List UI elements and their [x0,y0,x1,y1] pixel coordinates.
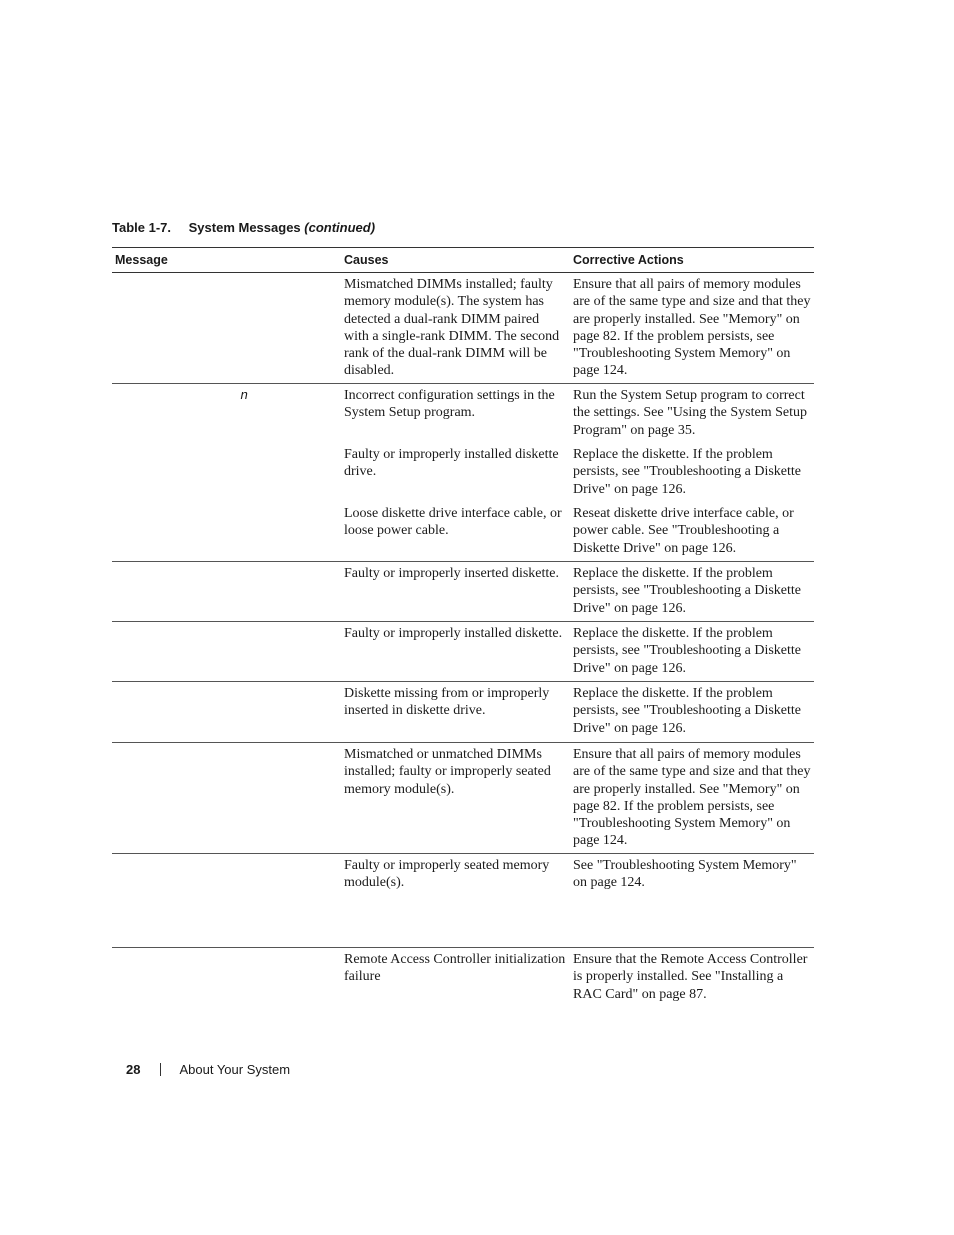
action-cell: Replace the diskette. If the problem persists, see "Troubleshooting a Diskette Drive" on page 126. [573,447,802,497]
table-row-group [112,948,814,1011]
table-row [112,625,814,677]
footer-divider [160,1063,161,1076]
table-row-group [112,743,814,854]
message-cell [112,505,341,557]
action-cell: Ensure that all pairs of memory modules are of the same type and size and that they are properly installed. See "Memory" on page 82. If the problem persists, see "Troubleshooting System Memory" on page 124. [573,747,811,849]
table-row-group [112,622,814,682]
message-cell [112,685,341,737]
table-caption [112,220,375,235]
table-row-group [112,273,814,384]
message-cell [112,446,341,505]
table-header-row [112,248,814,273]
action-cell: Replace the diskette. If the problem persists, see "Troubleshooting a Diskette Drive" on page 126. [573,686,802,736]
table-row-group [112,682,814,743]
action-cell: Ensure that all pairs of memory modules are of the same type and size and that they are properly installed. See "Memory" on page 82. If the problem persists, see "Troubleshooting System Memory" on page 124. [573,277,811,379]
table-row [112,951,814,1003]
cause-cell: Faulty or improperly installed diskette. [344,626,563,641]
message-variable: n [240,388,248,403]
system-messages-table [112,247,814,1011]
cause-cell: Mismatched or unmatched DIMMs installed; faulty or improperly seated memory module(s). [344,747,551,797]
cause-cell: Faulty or improperly seated memory module(s). [344,858,550,891]
message-cell [112,625,341,677]
message-cell [112,387,341,446]
table-row [112,387,814,446]
cause-cell: Faulty or improperly inserted diskette. [344,566,560,581]
message-cell [112,857,341,892]
page-footer [126,1062,290,1077]
action-cell: Run the System Setup program to correct the settings. See "Using the System Setup Program" on page 35. [573,388,807,438]
cause-cell: Loose diskette drive interface cable, or loose power cable. [344,506,562,539]
message-cell [112,746,341,850]
table-row-group [112,384,814,562]
message-cell [112,951,341,1003]
cause-cell: Diskette missing from or improperly inserted in diskette drive. [344,686,550,719]
message-cell [112,565,341,617]
action-cell: Replace the diskette. If the problem persists, see "Troubleshooting a Diskette Drive" on page 126. [573,626,802,676]
table-continued-label: (continued) [304,220,376,235]
action-cell: See "Troubleshooting System Memory" on page 124. [573,858,797,891]
table-row [112,446,814,505]
header-message: Message [115,253,168,267]
footer-section-title: About Your System [179,1062,291,1077]
table-row [112,746,814,850]
header-corrective-actions: Corrective Actions [573,253,684,267]
header-causes: Causes [344,253,389,267]
cause-cell: Remote Access Controller initialization failure [344,952,566,985]
table-row-group [112,562,814,622]
table-row-group [112,854,814,948]
action-cell: Reseat diskette drive interface cable, or power cable. See "Troubleshooting a Diskette Drive" on page 126. [573,506,794,556]
cause-cell: Mismatched DIMMs installed; faulty memory module(s). The system has detected a dual-rank DIMM paired with a single-rank DIMM. The second rank of the dual-rank DIMM will be disabled. [344,277,560,379]
table-row [112,685,814,737]
table-number: Table 1-7. [112,220,172,235]
table-title: System Messages [188,220,301,235]
action-cell: Ensure that the Remote Access Controller is properly installed. See "Installing a RAC Card" on page 87. [573,952,808,1002]
table-row [112,857,814,892]
cause-cell: Incorrect configuration settings in the System Setup program. [344,388,555,421]
message-cell [112,276,341,380]
table-row [112,276,814,380]
page-number: 28 [126,1062,141,1077]
action-cell: Replace the diskette. If the problem persists, see "Troubleshooting a Diskette Drive" on page 126. [573,566,802,616]
cause-cell: Faulty or improperly installed diskette drive. [344,447,559,480]
table-row [112,505,814,557]
table-row [112,565,814,617]
